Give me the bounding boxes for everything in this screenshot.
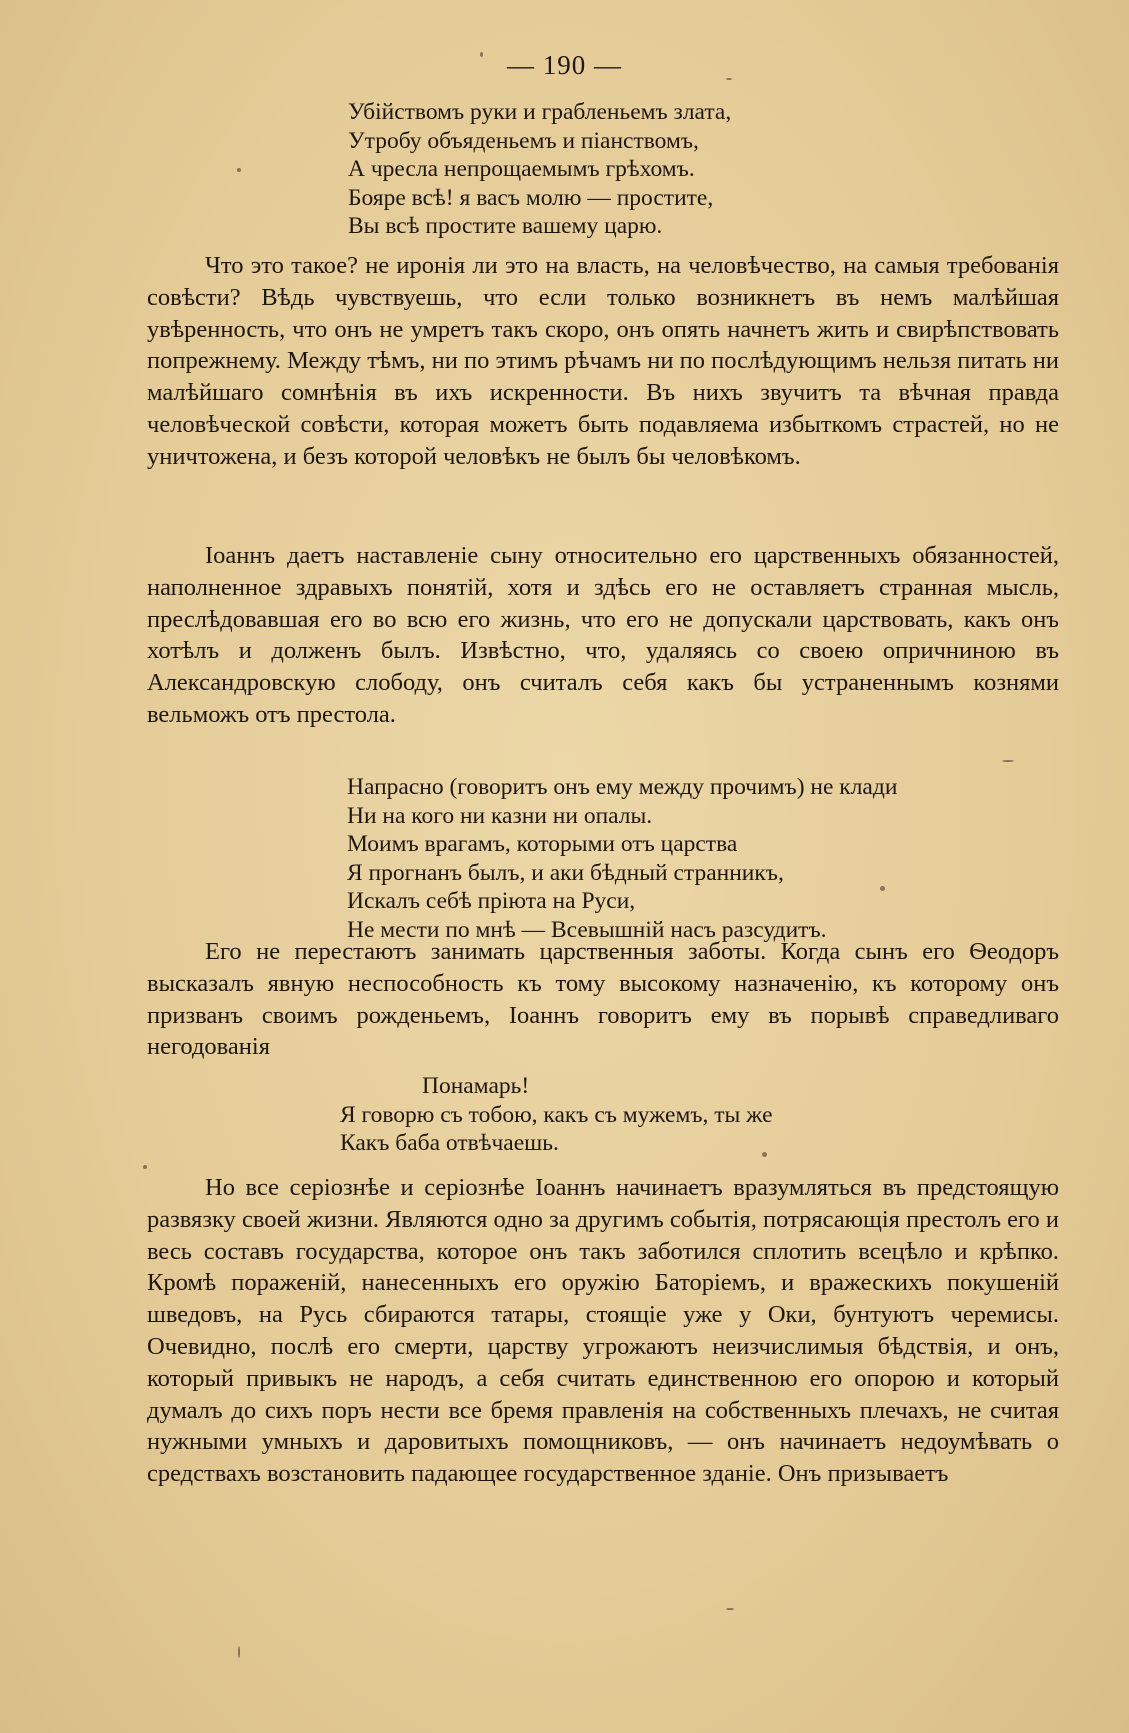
verse-line: А чресла непрощаемымъ грѣхомъ. (348, 156, 695, 183)
paper-speck (726, 1608, 734, 1610)
paragraph: Іоаннъ даетъ наставленіе сыну относительно его царственныхъ обязанностей, наполненное здравыхъ понятій, хотя и здѣсь его не оставляетъ странная мысль, преслѣдовавшая его во всю его жизнь, что его не допускали царствовать, какъ онъ хотѣлъ и долженъ былъ. Извѣстно, что, удаляясь со своею опричниною въ Александровскую слободу, онъ считалъ себя какъ бы устраненнымъ кознями вельможъ отъ престола. (147, 542, 1059, 728)
paragraph: Его не перестаютъ занимать царственныя заботы. Когда сынъ его Ѳеодоръ высказалъ явную неспособность къ тому высокому назначенію, къ которому онъ призванъ своимъ рожденьемъ, Іоаннъ говоритъ ему въ порывѣ справедливаго негодованія (147, 938, 1059, 1061)
verse-line: Напрасно (говоритъ онъ ему между прочимъ) не клади (347, 774, 898, 800)
paper-speck (880, 886, 885, 891)
verse-quote-1 (348, 98, 731, 241)
paragraph-1-block (147, 250, 1059, 473)
paragraph-3-block (147, 936, 1059, 1063)
paragraph: Но все серіознѣе и серіознѣе Іоаннъ начинаетъ вразумляться въ предстоящую развязку своей жизни. Являются одно за другимъ событія, потрясающія престолъ его и весь составъ государства, которое онъ такъ заботился сплотить всецѣло и крѣпко. Кромѣ пораженій, нанесенныхъ его оружію Баторіемъ, и вражескихъ покушеній шведовъ, на Русь сбираются татары, стоящіе уже у Оки, бунтуютъ черемисы. Очевидно, послѣ его смерти, царству угрожаютъ неизчислимыя бѣдствія, и онъ, который привыкъ не народъ, а себя считать единственною его опорою и который думалъ до сихъ поръ нести все бремя правленія на собственныхъ плечахъ, не считая нужными умныхъ и даровитыхъ помощниковъ, — онъ начинаетъ недоумѣвать о средствахъ возстановить падающее государственное зданіе. Онъ призываетъ (147, 1174, 1059, 1488)
verse-line: Искалъ себѣ пріюта на Руси, (347, 888, 636, 915)
verse-line: Вы всѣ простите вашему царю. (348, 213, 663, 240)
paper-speck (237, 168, 241, 172)
paper-speck (238, 1646, 240, 1658)
verse-line: Какъ баба отвѣчаешь. (340, 1130, 559, 1157)
verse-quote-3 (340, 1072, 773, 1158)
verse-line: Я прогнанъ былъ, и аки бѣдный странникъ, (347, 859, 784, 886)
paper-speck (726, 78, 732, 80)
paragraph: Что это такое? не иронія ли это на власть, на человѣчество, на самыя требованія совѣсти? Вѣдь чувствуешь, что если только возникнетъ въ немъ малѣйшая увѣренность, что онъ не умретъ такъ скоро, онъ опять начнетъ жить и свирѣпствовать попрежнему. Между тѣмъ, ни по этимъ рѣчамъ ни по послѣдующимъ нельзя питать ни малѣйшаго сомнѣнія въ ихъ искренности. Въ нихъ звучитъ та вѣчная правда человѣческой совѣсти, которая можетъ быть подавляема избыткомъ страстей, но не уничтожена, и безъ которой человѣкъ не былъ бы человѣкомъ. (147, 252, 1059, 470)
page-number: — 190 — (507, 50, 622, 80)
verse-line: Моимъ врагамъ, которыми отъ царства (347, 831, 738, 858)
paper-speck (480, 52, 483, 57)
paper-speck (762, 1152, 767, 1157)
verse-line: Не мести по мнѣ — Всевышній насъ разсудитъ. (347, 916, 827, 943)
verse-line: Убійствомъ руки и грабленьемъ злата, (348, 99, 732, 125)
verse-line: Утробу объяденьемъ и піанствомъ, (348, 127, 699, 154)
paragraph-4-block (147, 1172, 1059, 1490)
verse-line: Я говорю съ тобою, какъ съ мужемъ, ты же (340, 1101, 773, 1128)
paper-speck (143, 1165, 147, 1169)
paragraph-2-block (147, 540, 1059, 731)
verse-quote-2 (347, 773, 897, 945)
paper-speck (1002, 760, 1014, 762)
verse-line: Бояре всѣ! я васъ молю — простите, (348, 184, 714, 211)
verse-line: Понамарь! (422, 1073, 530, 1099)
verse-line: Ни на кого ни казни ни опалы. (347, 802, 653, 829)
